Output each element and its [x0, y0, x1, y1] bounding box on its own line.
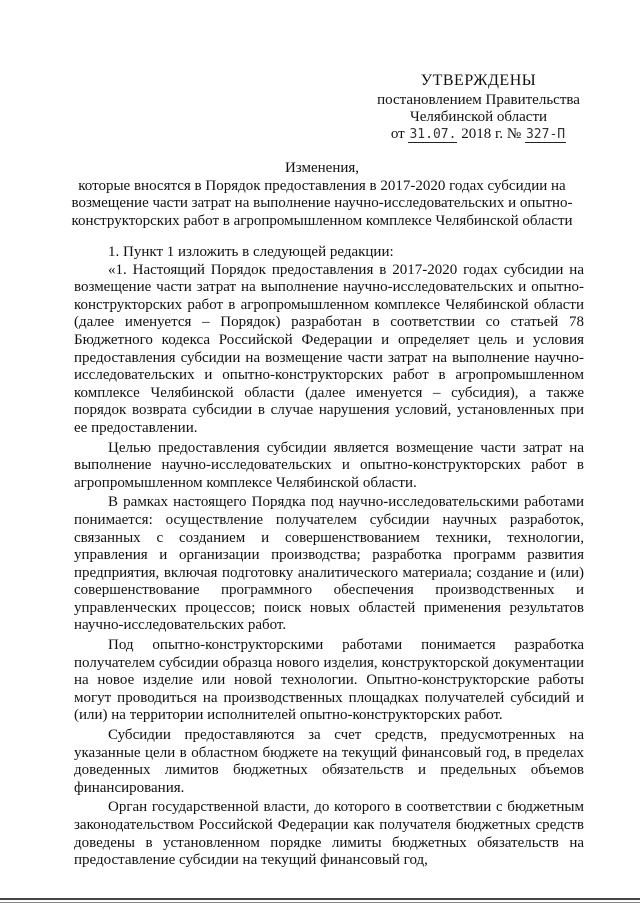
heading-line-4: конструкторских работ в агропромышленном комплексе Челябинской области [71, 212, 573, 229]
item-1-paragraph: 1. Пункт 1 изложить в следующей редакции: [108, 244, 394, 260]
number-label: № [506, 126, 522, 142]
paragraph-3: В рамках настоящего Порядка под научно-исследовательскими работами понимается: осуществление получателем субсидии научных разработок, связанных с созданием и совершенствованием техники, технологии, управления и организации производства; разработка программ развития предприятия, включая подготовку аналитического материала; создание и (или) совершенствование программного обеспечения производственных и управленческих процессов; поиск новых областей применения результатов научно-исследовательских работ. [74, 494, 584, 634]
approval-title: УТВЕРЖДЕНЫ [420, 72, 537, 89]
approval-date-line [376, 126, 581, 143]
approval-stamp [376, 72, 581, 143]
handwritten-date: 31.07. [409, 127, 457, 142]
paragraph-1: «1. Настоящий Порядок предоставления в 2017-2020 годах субсидии на возмещение части затрат на выполнение научно-исследовательских и опытно-конструкторских работ в агропромышленном комплексе Челябинской области (далее именуется – Порядок) разработан в соответствии со статьей 78 Бюджетного кодекса Российской Федерации и определяет цель и условия предоставления субсидии на возмещение части затрат на выполнение научно-исследовательских и опытно-конструкторских работ в агропромышленном комплексе Челябинской области (далее именуется – субсидия), а также порядок возврата субсидии в случае нарушения условий, установленных при ее предоставлении. [74, 261, 584, 436]
handwritten-number: 327-П [525, 127, 566, 142]
heading-line-2: которые вносятся в Порядок предоставления в 2017-2020 годах субсидии на [78, 177, 566, 194]
approval-line-2: Челябинской области [409, 109, 548, 125]
paragraph-5: Субсидии предоставляются за счет средств, предусмотренных на указанные цели в областном бюджете на текущий финансовый год, в пределах доведенных лимитов бюджетных обязательств и предельных объемов финансирования. [74, 727, 584, 796]
document-body [74, 244, 584, 872]
paragraph-6: Орган государственной власти, до которого в соответствии с бюджетным законодательством Российской Федерации как получателя бюджетных средств доведены в установленном порядке лимиты бюджетных обязательств на предоставление субсидии на текущий финансовый год, [74, 799, 584, 869]
document-heading [52, 160, 592, 230]
page-bottom-edge [0, 898, 640, 900]
from-label: от [390, 126, 405, 142]
approval-line-1: постановлением Правительства [377, 92, 580, 108]
page-bottom-edge-2 [0, 902, 640, 903]
heading-line-3: возмещение части затрат на выполнение научно-исследовательских и опытно- [71, 195, 573, 211]
year-label: 2018 г. [461, 126, 504, 142]
heading-line-1: Изменения, [284, 160, 360, 176]
paragraph-4: Под опытно-конструкторскими работами понимается разработка получателем субсидии образца нового изделия, конструкторской документации на новое изделие или новой технологии. Опытно-конструкторские работы могут проводиться на производственных площадках получателей субсидий и (или) на территории исполнителей опытно-конструкторских работ. [74, 637, 584, 724]
paragraph-2: Целью предоставления субсидии является возмещение части затрат на выполнение научно-исследовательских и опытно-конструкторских работ в агропромышленном комплексе Челябинской области. [74, 439, 584, 491]
